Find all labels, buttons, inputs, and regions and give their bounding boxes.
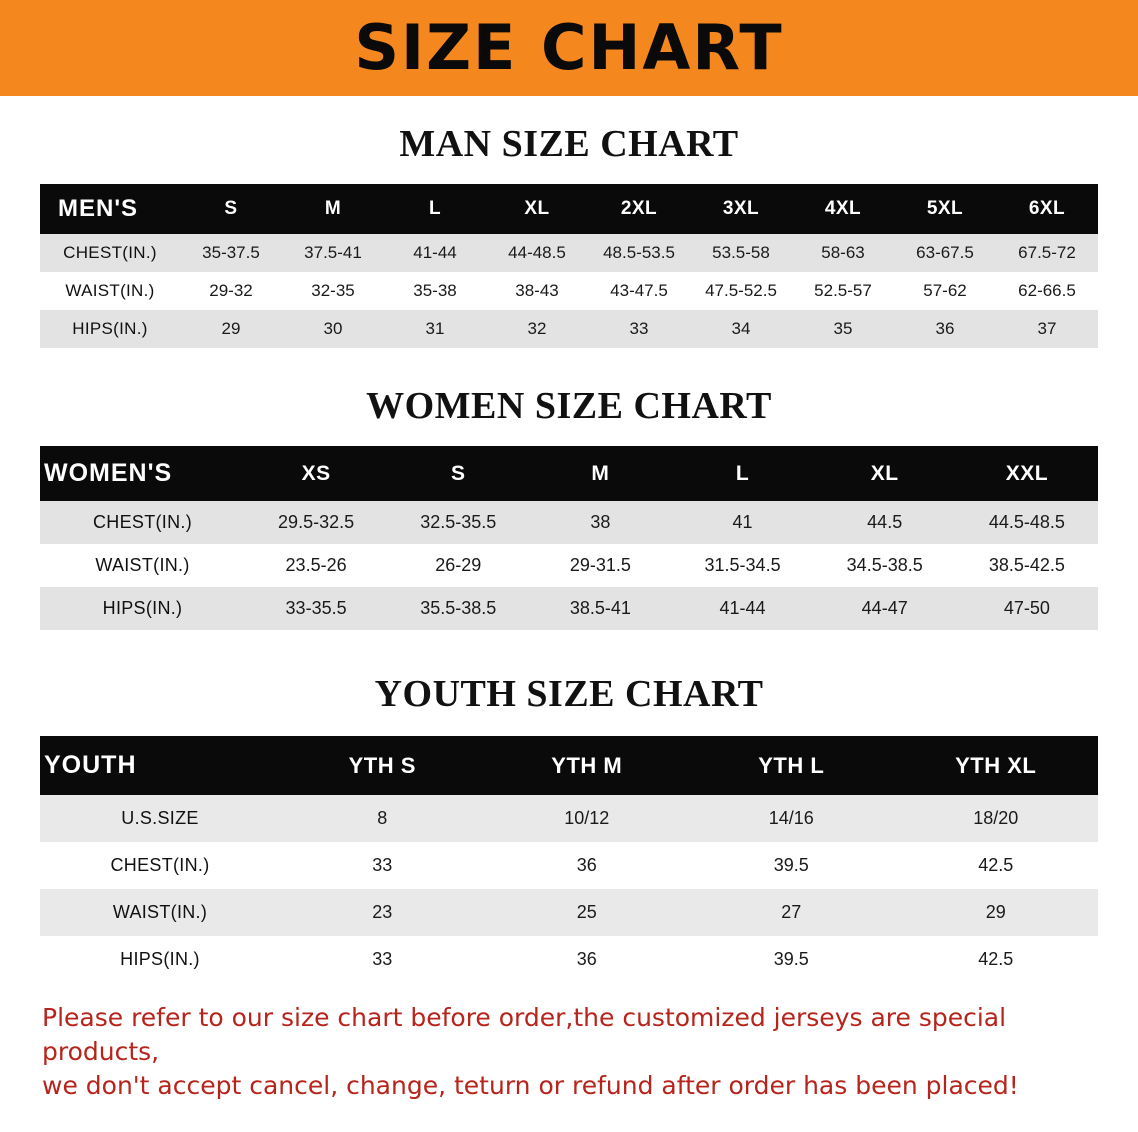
table-cell: 39.5 [689,842,894,889]
row-label: U.S.SIZE [40,795,280,842]
table-cell: 35-38 [384,272,486,310]
table-header-row [40,446,1098,501]
table-cell: 44-47 [814,587,956,630]
table-cell: 32-35 [282,272,384,310]
table-cell: 29.5-32.5 [245,501,387,544]
row-label: CHEST(IN.) [40,501,245,544]
table-cell: 35-37.5 [180,234,282,272]
table-cell: 63-67.5 [894,234,996,272]
table-cell: 35.5-38.5 [387,587,529,630]
row-label: WAIST(IN.) [40,272,180,310]
column-header: WOMEN'S [40,446,245,501]
youth-size-table [40,736,1098,983]
table-cell: 53.5-58 [690,234,792,272]
table-row [40,587,1098,630]
table-cell: 47.5-52.5 [690,272,792,310]
column-header: MEN'S [40,184,180,234]
youth-section-heading: YOUTH SIZE CHART [374,673,764,715]
table-cell: 30 [282,310,384,348]
table-cell: 41-44 [384,234,486,272]
table-cell: 48.5-53.5 [588,234,690,272]
table-row [40,234,1098,272]
table-cell: 41 [671,501,813,544]
policy-note-line-2: we don't accept cancel, change, teturn or refund after order has been placed! [42,1070,1019,1100]
table-cell: 33-35.5 [245,587,387,630]
column-header: 4XL [792,184,894,234]
table-cell: 39.5 [689,936,894,983]
column-header: YTH XL [894,736,1099,795]
table-cell: 31.5-34.5 [671,544,813,587]
table-cell: 33 [588,310,690,348]
table-cell: 43-47.5 [588,272,690,310]
table-cell: 67.5-72 [996,234,1098,272]
youth-table-wrap [0,736,1138,983]
table-cell: 29 [894,889,1099,936]
table-cell: 29-32 [180,272,282,310]
table-cell: 10/12 [485,795,690,842]
table-row [40,501,1098,544]
table-cell: 36 [485,842,690,889]
table-cell: 33 [280,842,485,889]
table-cell: 34 [690,310,792,348]
women-section-heading: WOMEN SIZE CHART [366,385,772,427]
column-header: YTH S [280,736,485,795]
column-header: S [180,184,282,234]
page-title: SIZE CHART [354,11,784,84]
table-cell: 52.5-57 [792,272,894,310]
table-cell: 38.5-41 [529,587,671,630]
table-cell: 18/20 [894,795,1099,842]
row-label: CHEST(IN.) [40,234,180,272]
women-table-wrap [0,446,1138,630]
table-cell: 32 [486,310,588,348]
policy-note [0,983,1138,1102]
table-row [40,544,1098,587]
column-header: M [529,446,671,501]
table-row [40,889,1098,936]
table-cell: 36 [894,310,996,348]
column-header: 6XL [996,184,1098,234]
size-chart-banner [0,0,1138,96]
table-cell: 62-66.5 [996,272,1098,310]
table-cell: 35 [792,310,894,348]
women-size-table [40,446,1098,630]
row-label: HIPS(IN.) [40,310,180,348]
column-header: 5XL [894,184,996,234]
table-cell: 57-62 [894,272,996,310]
column-header: XL [486,184,588,234]
man-size-table [40,184,1098,348]
man-section-heading: MAN SIZE CHART [399,123,739,165]
table-cell: 33 [280,936,485,983]
table-cell: 31 [384,310,486,348]
table-cell: 44-48.5 [486,234,588,272]
table-cell: 38.5-42.5 [956,544,1098,587]
column-header: XL [814,446,956,501]
column-header: 3XL [690,184,792,234]
column-header: XXL [956,446,1098,501]
table-cell: 26-29 [387,544,529,587]
policy-note-line-1: Please refer to our size chart before order,the customized jerseys are special products, [42,1003,1007,1066]
table-header-row [40,184,1098,234]
table-cell: 8 [280,795,485,842]
table-row [40,842,1098,889]
row-label: CHEST(IN.) [40,842,280,889]
row-label: WAIST(IN.) [40,889,280,936]
table-cell: 29 [180,310,282,348]
man-table-wrap [0,184,1138,348]
table-cell: 27 [689,889,894,936]
column-header: YTH M [485,736,690,795]
table-cell: 29-31.5 [529,544,671,587]
table-cell: 42.5 [894,842,1099,889]
table-cell: 42.5 [894,936,1099,983]
table-cell: 38-43 [486,272,588,310]
row-label: HIPS(IN.) [40,587,245,630]
table-cell: 32.5-35.5 [387,501,529,544]
table-cell: 58-63 [792,234,894,272]
table-cell: 47-50 [956,587,1098,630]
table-row [40,936,1098,983]
column-header: 2XL [588,184,690,234]
table-cell: 37.5-41 [282,234,384,272]
table-cell: 38 [529,501,671,544]
table-row [40,272,1098,310]
table-cell: 44.5-48.5 [956,501,1098,544]
row-label: WAIST(IN.) [40,544,245,587]
column-header: S [387,446,529,501]
table-cell: 37 [996,310,1098,348]
column-header: YOUTH [40,736,280,795]
table-row [40,310,1098,348]
column-header: L [671,446,813,501]
column-header: L [384,184,486,234]
table-cell: 23.5-26 [245,544,387,587]
table-cell: 41-44 [671,587,813,630]
table-cell: 25 [485,889,690,936]
column-header: M [282,184,384,234]
table-header-row [40,736,1098,795]
table-row [40,795,1098,842]
table-cell: 36 [485,936,690,983]
column-header: YTH L [689,736,894,795]
table-cell: 44.5 [814,501,956,544]
table-cell: 14/16 [689,795,894,842]
row-label: HIPS(IN.) [40,936,280,983]
column-header: XS [245,446,387,501]
table-cell: 23 [280,889,485,936]
table-cell: 34.5-38.5 [814,544,956,587]
